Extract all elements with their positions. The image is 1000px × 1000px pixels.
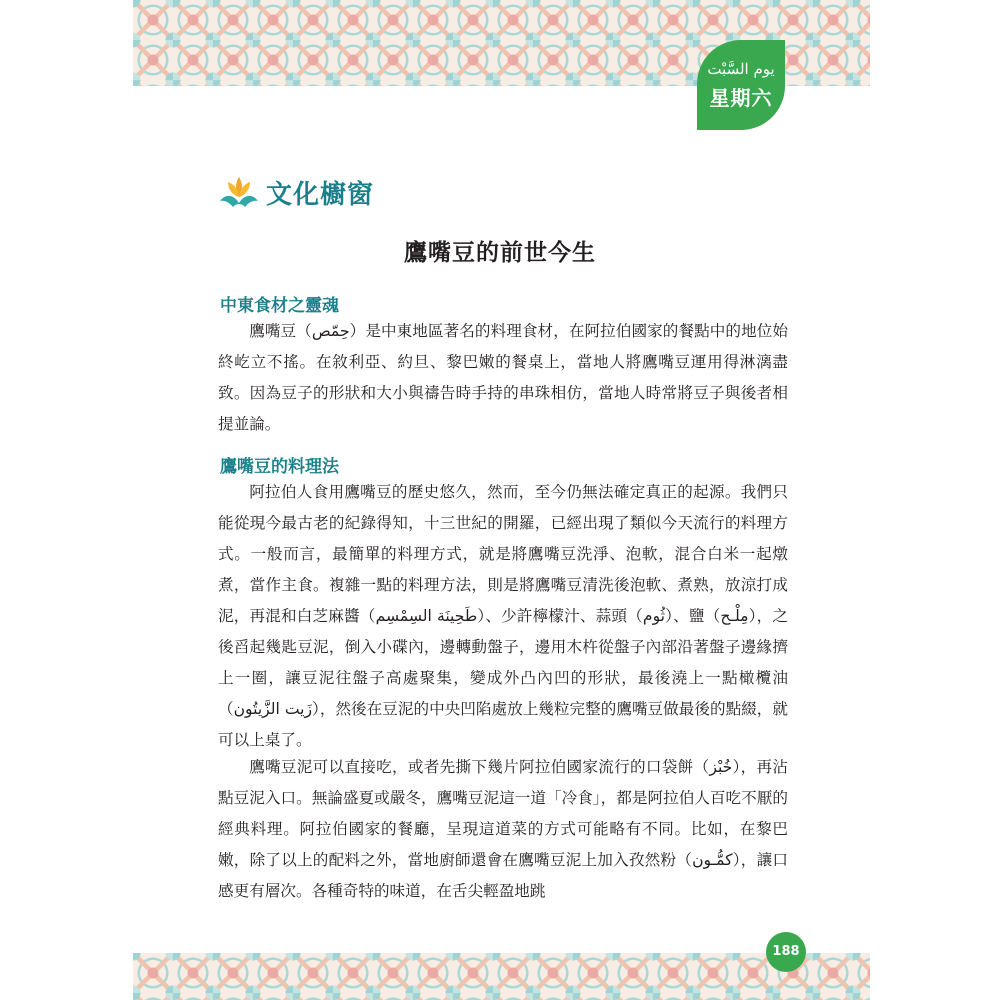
day-label-chinese: 星期六 <box>709 86 773 110</box>
paragraph-cooking-history: 阿拉伯人食用鷹嘴豆的歷史悠久，然而，至今仍無法確定真正的起源。我們只能從現今最古老的紀錄得知，十三世紀的開羅，已經出現了類似今天流行的料理方式。一般而言，最簡單的料理方式，就是將鷹嘴豆洗淨、泡軟，混合白米一起燉煮，當作主食。複雜一點的料理方法，則是將鷹嘴豆清洗後泡軟、煮熟，放涼打成泥，再混和白芝麻醬（طَحِينَة السِمْسِم）、少許檸檬汁、蒜頭（ثُوم）、鹽（مِلْـح），之後舀起幾匙豆泥，倒入小碟內，邊轉動盤子，邊用木杵從盤子內部沿著盤子邊緣擠上一圈，讓豆泥往盤子高處聚集，變成外凸內凹的形狀，最後澆上一點橄欖油（زَيت الزَّيتُون），然後在豆泥的中央凹陷處放上幾粒完整的鷹嘴豆做最後的點綴，就可以上桌了。 <box>218 483 788 749</box>
section-heading <box>218 172 374 212</box>
paragraph-intro: 鷹嘴豆（حِمّص）是中東地區著名的料理食材，在阿拉伯國家的餐點中的地位始終屹立不搖。在敘利亞、約旦、黎巴嫩的餐桌上，當地人將鷹嘴豆運用得淋漓盡致。因為豆子的形狀和大小與禱告時手持的串珠相仿，當地人時常將豆子與後者相提並論。 <box>218 322 788 433</box>
subheading-soul-of-middle-east: 中東食材之靈魂 <box>220 296 339 316</box>
day-label-arabic: يوم السَّبْت <box>707 60 775 78</box>
day-tab <box>697 40 785 130</box>
article-title: 鷹嘴豆的前世今生 <box>404 240 596 266</box>
subheading-cooking-methods: 鷹嘴豆的料理法 <box>220 457 339 477</box>
page-number: 188 <box>766 932 806 972</box>
lotus-icon <box>218 173 260 211</box>
decorative-pattern-bottom <box>133 953 870 1000</box>
section-title: 文化櫥窗 <box>266 179 375 210</box>
paragraph-serving: 鷹嘴豆泥可以直接吃，或者先撕下幾片阿拉伯國家流行的口袋餅（خُبْز），再沾點豆泥入口。無論盛夏或嚴冬，鷹嘴豆泥這一道「冷食」，都是阿拉伯人百吃不厭的經典料理。阿拉伯國家的餐廳，呈現這道菜的方式可能略有不同。比如，在黎巴嫩，除了以上的配料之外，當地廚師還會在鷹嘴豆泥上加入孜然粉（كمُّـون），讓口感更有層次。各種奇特的味道，在舌尖輕盈地跳 <box>218 758 788 900</box>
